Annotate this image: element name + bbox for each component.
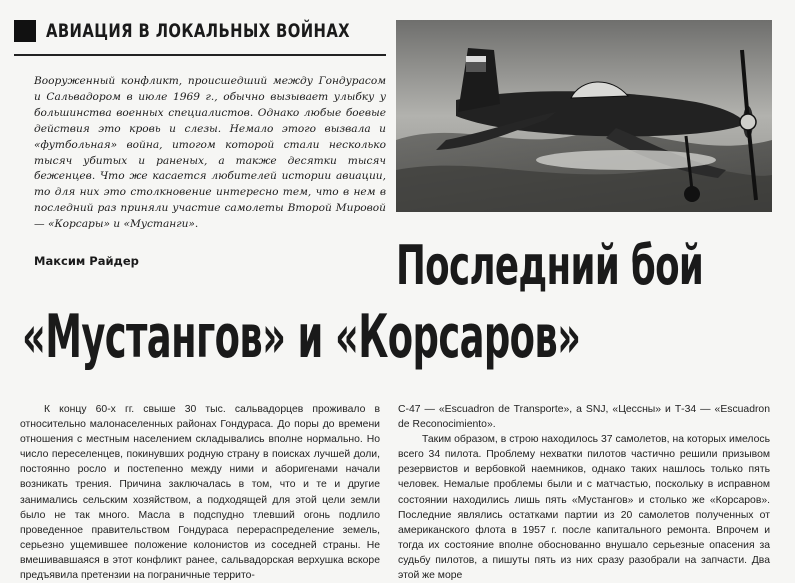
- headline-line-1: Последний бой: [396, 234, 704, 297]
- body-column-2: [398, 402, 770, 582]
- rubric-title: АВИАЦИЯ В ЛОКАЛЬНЫХ ВОЙНАХ: [46, 20, 350, 42]
- section-rubric: [14, 14, 386, 48]
- headline-line-2: «Мустангов» и «Корсаров»: [22, 302, 581, 372]
- rubric-square-icon: [14, 20, 36, 42]
- author-byline: Максим Райдер: [34, 254, 139, 268]
- article-lead: Вооруженный конфликт, происшедший между Гондурасом и Сальвадором в июле 1969 г., обычно вызывает улыбку у большинства военных специалистов. Однако любые боевые действия это кровь и слезы. Немало этого вызвала и «футбольная» война, итогом которой стали несколько тысяч убитых и раненых, а также десятки тысяч беженцев. Что же касается любителей истории авиации, то для них это столкновение интересно тем, что в нем в последний раз приняли участие самолеты Второй Мировой — «Корсары» и «Мустанги».: [34, 75, 386, 231]
- body-paragraph: С-47 — «Escuadron de Transporte», а SNJ, «Цессны» и Т-34 — «Escuadron de Reconocimiento».: [398, 404, 770, 431]
- body-column-1: К концу 60-х гг. свыше 30 тыс. сальвадорцев проживало в относительно малонаселенных районах Гондураса. До поры до времени отношения с местным населением складывались вполне нормально. Но число переселенцев, покинувших родную страну в поисках лучшей доли, постоянно росло и постепенно между ними и аборигенами начали возникать трения. Причина заключалась в том, что и те и другие занимались сельским хозяйством, а подходящей для этой цели земли было не так много. Масла в подспудно тлевший огонь подлило проведенное правительством Гондураса перераспределение земель, серьезно ущемившее положение колонистов из соседней страны. Не вмешивавшаяся в этот конфликт ранее, сальвадорская верхушка вскоре предъявила претензии на пограничные террито-: [20, 404, 380, 582]
- corsair-aircraft-photo: [396, 20, 772, 212]
- aircraft-illustration-icon: [396, 20, 772, 212]
- body-paragraph: Таким образом, в строю находилось 37 самолетов, на которых имелось всего 34 пилота. Проблему нехватки пилотов частично решили призывом резервистов и вербовкой наемников, однако таких нашлось только пять человек. Немалые проблемы были и с матчастью, поскольку в исправном состоянии находились лишь пять «Мустангов» и столько же «Корсаров». Последние являлись остатками партии из 20 самолетов полученных от американского флота в 1957 г. после капитального ремонта. Впрочем и тогда их состояние вполне обоснованно внушало серьезные опасения за судьбу пилотов, а пишуты пять из них сразу разобрали на запчасти. Два этой же море: [398, 434, 770, 582]
- rubric-divider: [14, 54, 386, 56]
